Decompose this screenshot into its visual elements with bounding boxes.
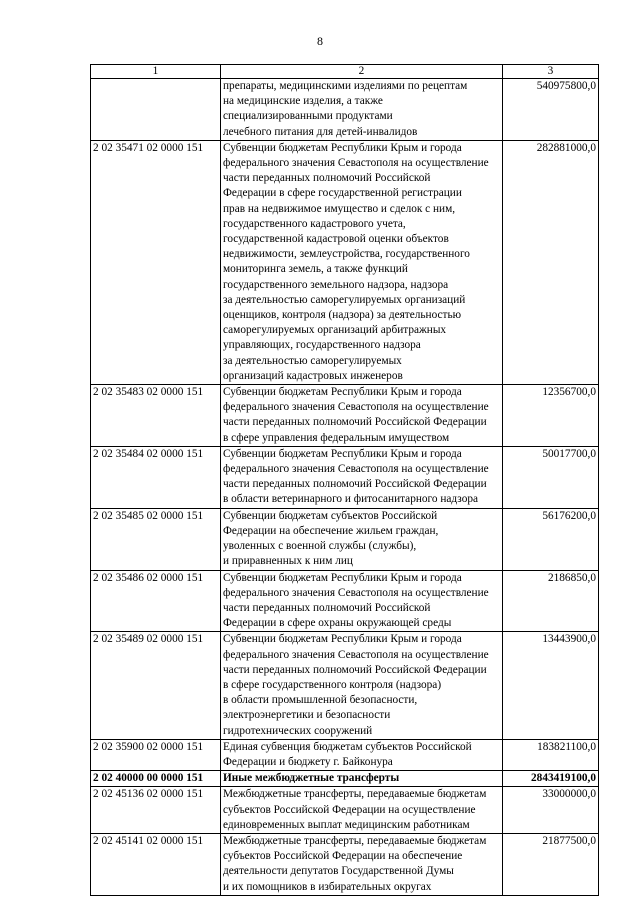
description-cell: Иные межбюджетные трансферты	[221, 771, 503, 787]
budget-code-cell: 2 02 45141 02 0000 151	[91, 833, 221, 895]
table-row	[91, 570, 599, 632]
budget-code-cell: 2 02 40000 00 0000 151	[91, 771, 221, 787]
description-cell: Субвенции бюджетам Республики Крым и города федерального значения Севастополя на осуществление части переданных полномочий Российской Федерации в сфере управления федеральным имуществом	[221, 385, 503, 447]
amount-cell: 21877500,0	[503, 833, 599, 895]
table-row	[91, 508, 599, 570]
budget-code-cell	[91, 79, 221, 141]
budget-code-cell: 2 02 35483 02 0000 151	[91, 385, 221, 447]
budget-code-cell: 2 02 35486 02 0000 151	[91, 570, 221, 632]
description-cell: Субвенции бюджетам Республики Крым и города федерального значения Севастополя на осуществление части переданных полномочий Российской Федерации в сфере государственного контроля (надзора) в области промышленной безопасности, электроэнергетики и безопасности гидротехнических сооружений	[221, 632, 503, 739]
budget-code-cell: 2 02 45136 02 0000 151	[91, 787, 221, 834]
amount-cell: 2186850,0	[503, 570, 599, 632]
description-cell: препараты, медицинскими изделиями по рецептам на медицинские изделия, а также специализированными продуктами лечебного питания для детей-инвалидов	[221, 79, 503, 141]
description-cell: Субвенции бюджетам Республики Крым и города федерального значения Севастополя на осуществление части переданных полномочий Российской Федерации в сфере государственной регистрации прав на недвижимое имущество и сделок с ним, государственного кадастрового учета, государственной кадастровой оценки объектов недвижимости, землеустройства, государственного мониторинга земель, а также функций государственного земельного надзора, надзора за деятельностью саморегулируемых организаций оценщиков, контроля (надзора) за деятельностью саморегулируемых организаций арбитражных управляющих, государственного надзора за деятельностью саморегулируемых организаций кадастровых инженеров	[221, 140, 503, 384]
amount-cell: 282881000,0	[503, 140, 599, 384]
budget-code-cell: 2 02 35900 02 0000 151	[91, 739, 221, 770]
description-cell: Субвенции бюджетам субъектов Российской Федерации на обеспечение жильем граждан, уволенных с военной службы (службы), и приравненных к ним лиц	[221, 508, 503, 570]
column-header-description: 2	[221, 65, 503, 79]
table-header-row	[91, 65, 599, 79]
amount-cell: 13443900,0	[503, 632, 599, 739]
description-cell: Субвенции бюджетам Республики Крым и города федерального значения Севастополя на осуществление части переданных полномочий Российской Федерации в области ветеринарного и фитосанитарного надзора	[221, 446, 503, 508]
table-row	[91, 385, 599, 447]
table-row	[91, 739, 599, 770]
table-row	[91, 79, 599, 141]
amount-cell: 33000000,0	[503, 787, 599, 834]
budget-code-cell: 2 02 35484 02 0000 151	[91, 446, 221, 508]
column-header-amount: 3	[503, 65, 599, 79]
description-cell: Межбюджетные трансферты, передаваемые бюджетам субъектов Российской Федерации на обеспечение деятельности депутатов Государственной Думы и их помощников в избирательных округах	[221, 833, 503, 895]
description-cell: Субвенции бюджетам Республики Крым и города федерального значения Севастополя на осуществление части переданных полномочий Российской Федерации в сфере охраны окружающей среды	[221, 570, 503, 632]
table-row	[91, 771, 599, 787]
description-cell: Единая субвенция бюджетам субъектов Российской Федерации и бюджету г. Байконура	[221, 739, 503, 770]
table-row	[91, 787, 599, 834]
table-row	[91, 140, 599, 384]
amount-cell: 183821100,0	[503, 739, 599, 770]
description-cell: Межбюджетные трансферты, передаваемые бюджетам субъектов Российской Федерации на осуществление единовременных выплат медицинским работникам	[221, 787, 503, 834]
page-number: 8	[317, 34, 323, 48]
table-row	[91, 833, 599, 895]
amount-cell: 50017700,0	[503, 446, 599, 508]
amount-cell: 56176200,0	[503, 508, 599, 570]
budget-code-cell: 2 02 35471 02 0000 151	[91, 140, 221, 384]
amount-cell: 12356700,0	[503, 385, 599, 447]
budget-code-cell: 2 02 35489 02 0000 151	[91, 632, 221, 739]
amount-cell: 540975800,0	[503, 79, 599, 141]
table-row	[91, 632, 599, 739]
budget-table	[90, 64, 599, 896]
budget-code-cell: 2 02 35485 02 0000 151	[91, 508, 221, 570]
amount-cell: 2843419100,0	[503, 771, 599, 787]
table-body	[91, 79, 599, 896]
column-header-code: 1	[91, 65, 221, 79]
table-row	[91, 446, 599, 508]
